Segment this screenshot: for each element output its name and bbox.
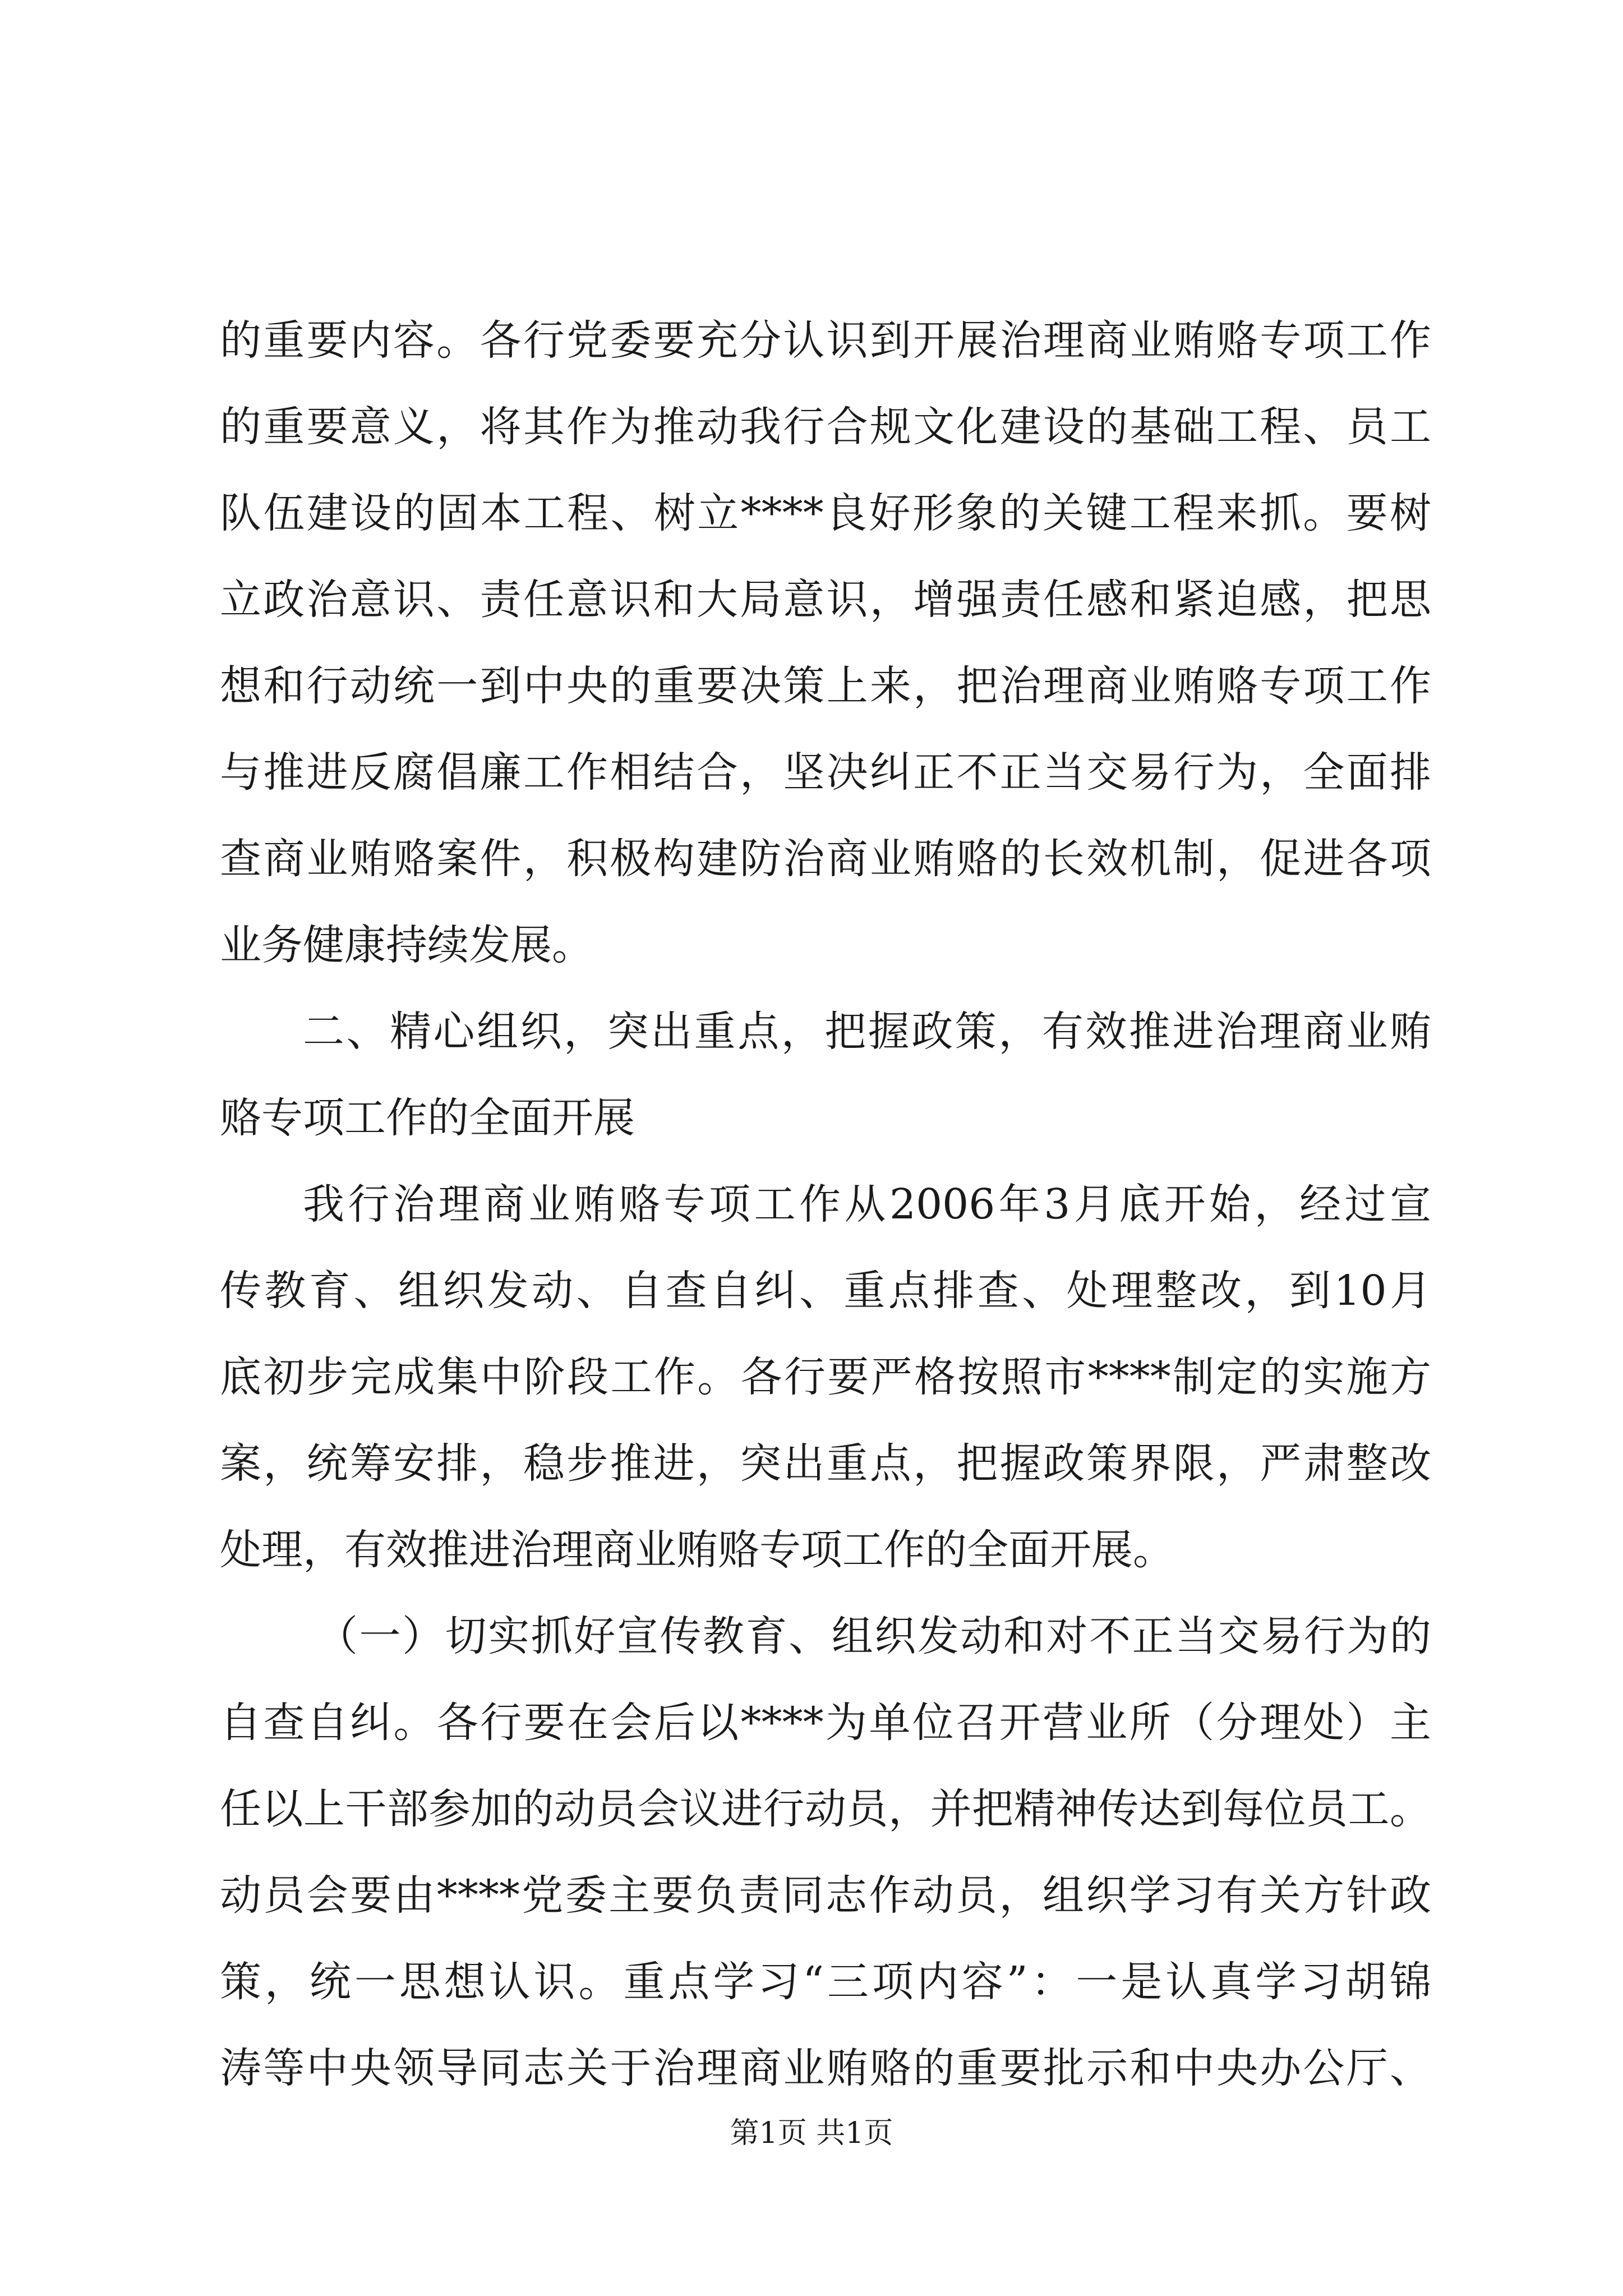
- page-number-label: 第1页 共1页: [730, 2116, 893, 2150]
- body-line: 查商业贿赂案件，积极构建防治商业贿赂的长效机制，促进各项: [220, 835, 1431, 883]
- section-heading-line: 二、精心组织，突出重点，把握政策，有效推进治理商业贿: [303, 1007, 1431, 1056]
- subsection-line: （一）切实抓好宣传教育、组织发动和对不正当交易行为的: [316, 1612, 1431, 1660]
- body-line: 我行治理商业贿赂专项工作从2006年3月底开始，经过宣: [303, 1180, 1431, 1228]
- body-line: 业务健康持续发展。: [220, 921, 593, 969]
- body-line: 底初步完成集中阶段工作。各行要严格按照市****制定的实施方: [220, 1353, 1431, 1401]
- body-line: 策，统一思想认识。重点学习“三项内容”：一是认真学习胡锦: [220, 1958, 1431, 2006]
- section-heading-line: 赂专项工作的全面开展: [220, 1094, 635, 1142]
- body-line: 动员会要由****党委主要负责同志作动员，组织学习有关方针政: [220, 1871, 1431, 1920]
- body-line: 队伍建设的固本工程、树立****良好形象的关键工程来抓。要树: [220, 489, 1431, 537]
- body-line: 传教育、组织发动、自查自纠、重点排查、处理整改，到10月: [220, 1267, 1431, 1315]
- body-line: 与推进反腐倡廉工作相结合，坚决纠正不正当交易行为，全面排: [220, 748, 1431, 797]
- body-line: 处理，有效推进治理商业贿赂专项工作的全面开展。: [220, 1526, 1174, 1574]
- body-line: 的重要内容。各行党委要充分认识到开展治理商业贿赂专项工作: [220, 316, 1431, 365]
- body-line: 的重要意义，将其作为推动我行合规文化建设的基础工程、员工: [220, 403, 1431, 451]
- body-line: 任以上干部参加的动员会议进行动员，并把精神传达到每位员工。: [220, 1785, 1431, 1833]
- page-footer: [0, 2114, 1623, 2153]
- body-line: 涛等中央领导同志关于治理商业贿赂的重要批示和中央办公厅、: [220, 2044, 1431, 2092]
- body-line: 立政治意识、责任意识和大局意识，增强责任感和紧迫感，把思: [220, 576, 1431, 624]
- body-line: 案，统筹安排，稳步推进，突出重点，把握政策界限，严肃整改: [220, 1439, 1431, 1488]
- body-line: 自查自纠。各行要在会后以****为单位召开营业所（分理处）主: [220, 1699, 1431, 1747]
- document-body: [220, 297, 1431, 2111]
- body-line: 想和行动统一到中央的重要决策上来，把治理商业贿赂专项工作: [220, 662, 1431, 710]
